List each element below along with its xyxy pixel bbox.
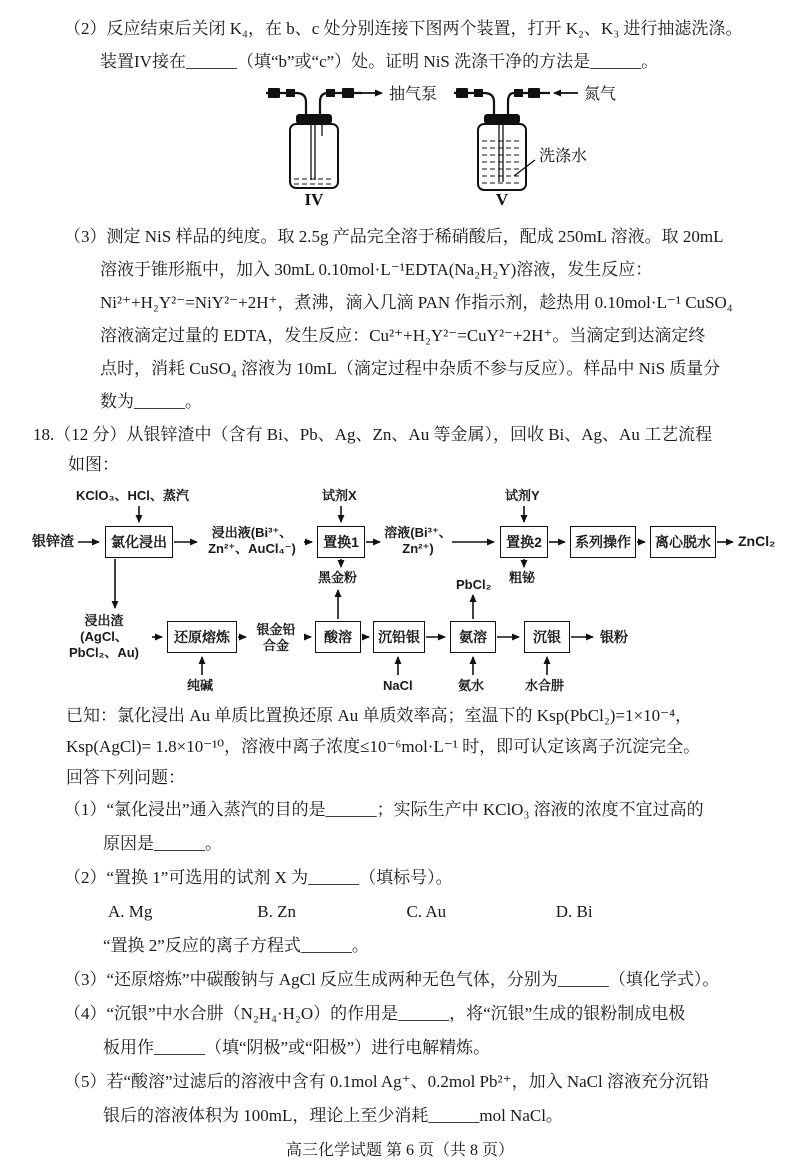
tube-connector-icon	[528, 88, 540, 98]
q18-q5-line1: （5）若“酸溶”过滤后的溶液中含有 0.1mol Ag⁺、0.2mol Pb²⁺，加入 NaCl 溶液充分沉铅	[64, 1072, 709, 1091]
q17-part3-line6: 数为______。	[100, 392, 202, 411]
tube-connector-icon	[514, 89, 523, 97]
fc-leach-residue-label	[58, 613, 150, 661]
process-flowchart	[0, 480, 800, 698]
option-c: C. Au	[406, 902, 447, 921]
fc-hydrazine-label: 水合肼	[525, 678, 565, 693]
bottle-cap	[484, 114, 520, 124]
q18-q2-line2: “置换 2”反应的离子方程式______。	[103, 936, 369, 955]
q17-part2-line2: 装置IV接在______（填“b”或“c”）处。证明 NiS 洗涤干净的方法是______。	[100, 52, 659, 71]
q18-intro	[0, 420, 800, 480]
fc-black-gold-powder-label: 黑金粉	[318, 570, 358, 585]
q18-known-line2: Ksp(AgCl)= 1.8×10⁻¹⁰，溶液中离子浓度≤10⁻⁶mol·L⁻¹ 时，即可认定该离子沉淀完全。	[66, 737, 701, 756]
fc-solution-line1: 溶液(Bi³⁺、	[384, 525, 452, 540]
fc-ammonia-water-label: 氨水	[458, 678, 485, 693]
fc-soda-ash-label: 纯碱	[187, 678, 214, 693]
q18-known-line1: 已知：氯化浸出 Au 单质比置换还原 Au 单质效率高；室温下的 Ksp(PbCl₂)=1×10⁻⁴，	[66, 706, 693, 725]
fc-solution-line2: Zn²⁺)	[402, 541, 434, 556]
fc-residue-line3: PbCl₂、Au)	[68, 645, 140, 660]
q18-q4-line1: （4）“沉银”中水合肼（N₂H₄·H₂O）的作用是______，将“沉银”生成的银粉制成电极	[64, 1004, 686, 1023]
option-d: D. Bi	[555, 902, 593, 921]
q17-part3-line1: （3）测定 NiS 样品的纯度。取 2.5g 产品完全溶于稀硝酸后，配成 250mL 溶液。取 20mL	[64, 227, 724, 246]
fc-box-series-operations: 系列操作	[570, 526, 636, 558]
fc-zncl2-output: ZnCl₂	[738, 533, 776, 549]
fc-box-acid-dissolve: 酸溶	[315, 621, 361, 653]
q18-q1-line2: 原因是______。	[103, 834, 222, 853]
tube-connector-icon	[286, 89, 295, 97]
apparatus-drawing	[262, 80, 692, 208]
q17-part3-line3: Ni²⁺+H₂Y²⁻=NiY²⁻+2H⁺，煮沸，滴入几滴 PAN 作指示剂，趁热用 0.10mol·L⁻¹ CuSO₄	[100, 293, 733, 312]
fc-alloy-label	[250, 622, 302, 654]
bottle-iv-label: IV	[304, 190, 324, 208]
tube-connector-icon	[342, 88, 354, 98]
fc-box-precipitate-silver: 沉银	[524, 621, 570, 653]
fc-alloy-line2: 合金	[262, 638, 289, 653]
apparatus-figure	[0, 80, 800, 210]
q17-part3	[0, 220, 800, 418]
q17-part2-line1: （2）反应结束后关闭 K₄，在 b、c 处分别连接下图两个装置，打开 K₂、K₃ 进行抽滤洗涤。	[64, 19, 743, 38]
flowchart-arrows	[0, 480, 800, 698]
fc-box-replace1: 置换1	[317, 526, 365, 558]
tube-connector-icon	[268, 88, 280, 98]
q17-part3-line2: 溶液于锥形瓶中，加入 30mL 0.10mol·L⁻¹EDTA(Na₂H₂Y)溶液，发生反应：	[100, 260, 653, 279]
fc-box-chlorination-leach: 氯化浸出	[105, 526, 173, 558]
fc-solution-label	[383, 525, 453, 557]
fc-leachate-label	[200, 525, 304, 557]
q17-part3-line4: 溶液滴定过量的 EDTA，发生反应：Cu²⁺+H₂Y²⁻=CuY²⁻+2H⁺。当滴定到达滴定终	[100, 326, 706, 345]
option-a: A. Mg	[108, 902, 153, 921]
option-b: B. Zn	[257, 902, 296, 921]
fc-crude-bismuth-label: 粗铋	[509, 570, 536, 585]
q18-q3-line: （3）“还原熔炼”中碳酸钠与 AgCl 反应生成两种无色气体，分别为______（填化学式）。	[64, 970, 720, 989]
q18-q5-line2: 银后的溶液体积为 100mL，理论上至少消耗______mol NaCl。	[103, 1106, 563, 1125]
page-footer: 高三化学试题 第 6 页（共 8 页）	[285, 1142, 514, 1159]
q18-answer-prompt: 回答下列问题：	[66, 768, 185, 787]
bottle-cap	[296, 114, 332, 124]
fc-leachate-line2: Zn²⁺、AuCl₄⁻)	[208, 541, 296, 556]
q18-q4-line2: 板用作______（填“阴极”或“阳极”）进行电解精炼。	[103, 1038, 491, 1057]
q18-intro-line1: 18.（12 分）从银锌渣中（含有 Bi、Pb、Ag、Zn、Au 等金属），回收 Bi、Ag、Au 工艺流程	[33, 425, 713, 444]
q18-questions	[0, 793, 800, 1133]
fc-leachate-line1: 浸出液(Bi³⁺、	[211, 525, 293, 540]
fc-nacl-label: NaCl	[383, 678, 413, 693]
gas-bottle-iv	[266, 88, 382, 208]
q18-q2-line1: （2）“置换 1”可选用的试剂 X 为______（填标号）。	[64, 868, 453, 887]
q17-part3-line5: 点时，消耗 CuSO₄ 溶液为 10mL（滴定过程中杂质不参与反应）。样品中 NiS 质量分	[100, 359, 721, 378]
q17-part2	[0, 0, 800, 78]
pump-label: 抽气泵	[389, 86, 438, 103]
q18-known	[0, 700, 800, 793]
fc-kclo3-hcl-steam-label: KClO₃、HCl、蒸汽	[76, 488, 189, 503]
fc-reagent-x-label: 试剂X	[322, 488, 357, 503]
q18-q2-options	[0, 895, 800, 929]
fc-box-reduction-smelting: 还原熔炼	[167, 621, 237, 653]
fc-pbcl2-output: PbCl₂	[456, 577, 492, 592]
bottle-body	[290, 124, 338, 188]
fc-box-replace2: 置换2	[500, 526, 548, 558]
tube-connector-icon	[456, 88, 468, 98]
fc-reagent-y-label: 试剂Y	[505, 488, 540, 503]
q18-intro-line2: 如图：	[68, 455, 119, 474]
fc-alloy-line1: 银金铅	[256, 622, 296, 637]
fc-residue-line1: 浸出渣	[84, 613, 124, 628]
bottle-body	[478, 124, 526, 190]
tube-connector-icon	[474, 89, 483, 97]
nitrogen-label: 氮气	[584, 86, 617, 103]
fc-silver-powder-output: 银粉	[600, 629, 628, 645]
fc-residue-line2: (AgCl、	[80, 629, 128, 644]
fc-box-ammonia-dissolve: 氨溶	[450, 621, 496, 653]
wash-water-label: 洗涤水	[539, 148, 588, 165]
fc-box-precipitate-lead-silver: 沉铅银	[373, 621, 425, 653]
tube-connector-icon	[326, 89, 335, 97]
bottle-v-label: V	[495, 190, 509, 208]
q18-q1-line1: （1）“氯化浸出”通入蒸汽的目的是______；实际生产中 KClO₃ 溶液的浓度不宜过高的	[64, 800, 704, 819]
fc-input-silver-zinc-residue: 银锌渣	[32, 533, 74, 549]
fc-box-centrifugal-dewatering: 离心脱水	[650, 526, 716, 558]
